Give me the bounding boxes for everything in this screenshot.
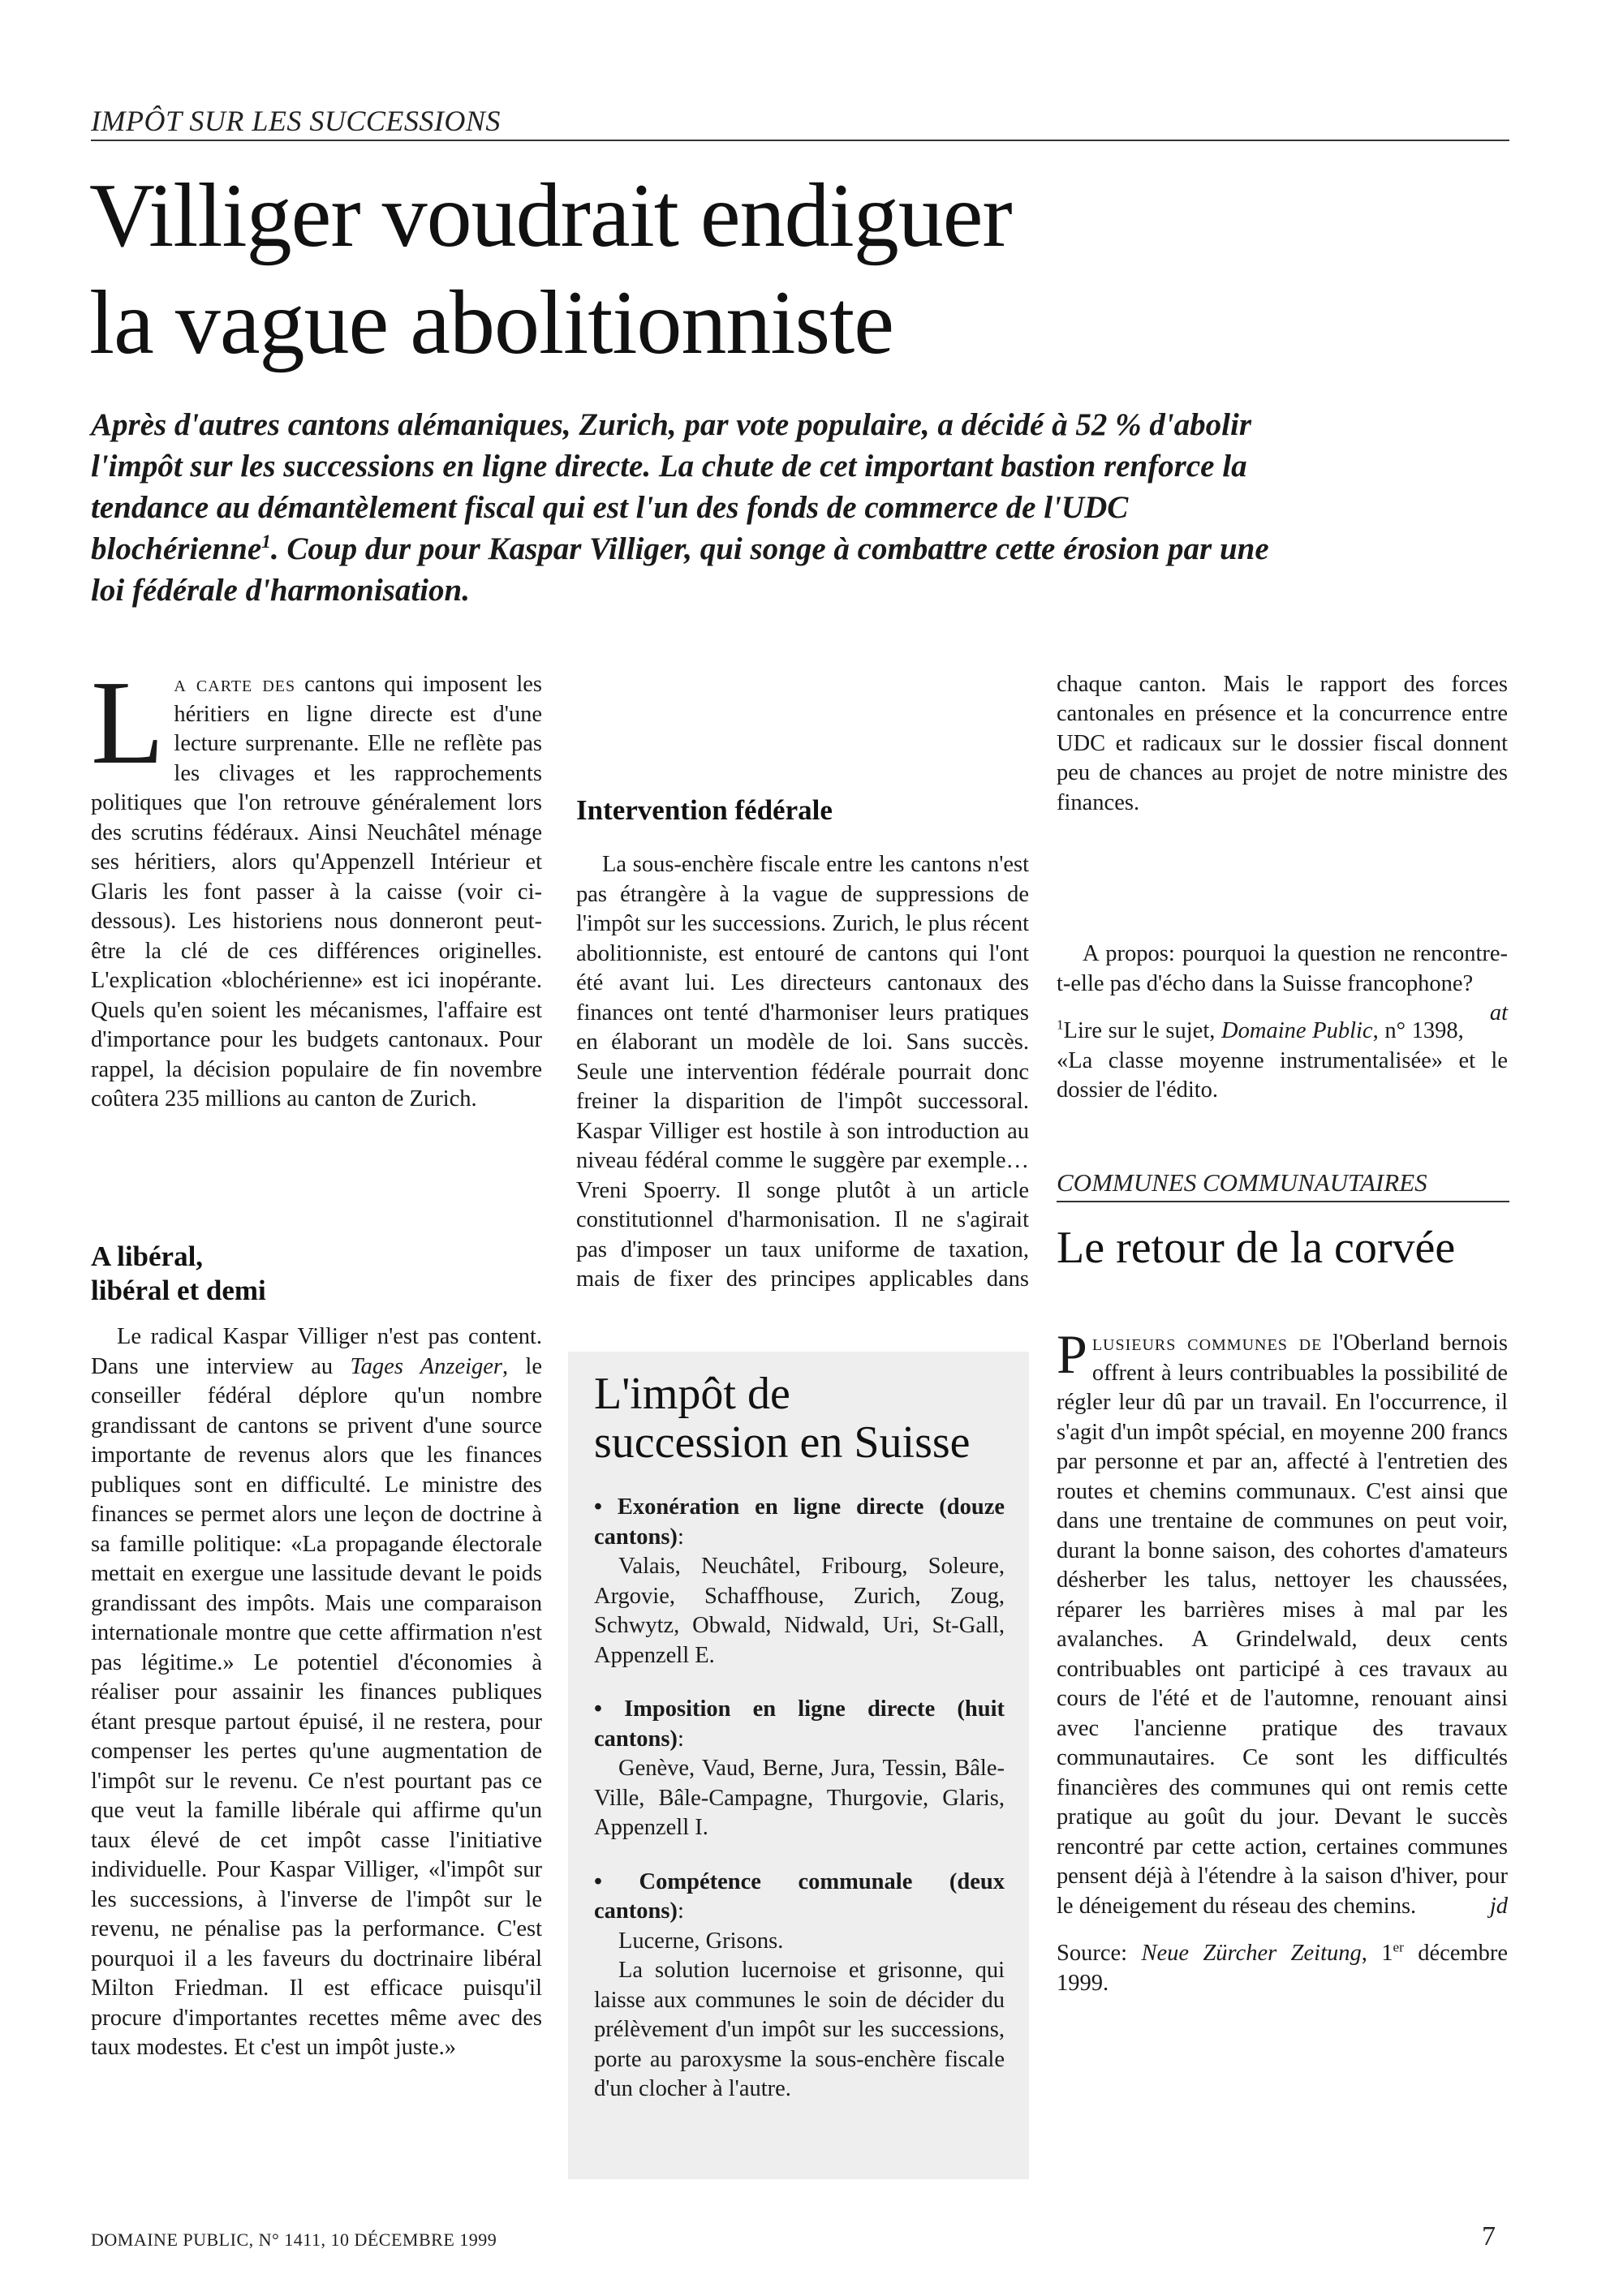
page-number: 7	[1482, 2221, 1496, 2251]
info-box-label-imposition: • Imposition en ligne directe (huit cantons)	[594, 1696, 1005, 1752]
article-intro-text: cantons qui imposent les héritiers en ligne directe est d'une lecture surprenante. Elle ne reflète pas les clivages et les rapprochements politiques que l'on retrouve généralement lors des scrutins fédéraux. Ainsi Neuchâtel ménage ses héritiers, alors qu'Appenzell Intérieur et Glaris les font passer à la caisse (voir ci-dessous). Les historiens nous donneront peut-être la clé de ces différences originelles. L'explication «blochérienne» est ici inopérante. Quels qu'en soient les mécanismes, l'affaire est d'importance pour les budgets cantonaux. Pour rappel, la décision populaire de fin novembre coûtera 235 millions au canton de Zurich.	[91, 672, 542, 1111]
info-box-colon: :	[677, 1898, 684, 1924]
article-p3-part1	[576, 850, 1029, 1295]
sidebar-kicker: COMMUNES COMMUNAUTAIRES	[1057, 1168, 1427, 1197]
sidebar-signature: jd	[1489, 1893, 1508, 1919]
sidebar-source	[1057, 1939, 1508, 1998]
chapeau-footnote-mark: 1	[261, 531, 271, 553]
article-p3-continued: chaque canton. Mais le rapport des forces cantonales en présence et la concurrence entre UDC et radicaux sur le dossier fiscal donnent peu de chances au projet de notre ministre des finances.	[1057, 671, 1508, 815]
sidebar-lead-smallcaps: lusieurs communes de	[1091, 1331, 1323, 1356]
article-p4-text: A propos: pourquoi la question ne rencontre-t-elle pas d'écho dans la Suisse francophone?	[1057, 941, 1508, 996]
sidebar-kicker-rule	[1057, 1201, 1509, 1202]
source-text-c: décembre 1999.	[1057, 1941, 1509, 1996]
sidebar-body	[1057, 1323, 1509, 1998]
chapeau-tail: . Coup dur pour Kaspar Villiger, qui songe à combattre cette érosion par une loi fédérale d'harmonisation.	[91, 531, 1269, 608]
info-box-colon: :	[677, 1524, 684, 1550]
article-col3-tail	[1057, 939, 1508, 1106]
footnote-em: Domaine Public	[1221, 1018, 1373, 1043]
info-box-closing: La solution lucernoise et grisonne, qui laisse aux communes le soin de décider du prélèvement d'un impôt sur les successions, porte au paroxysme la sous-enchère fiscale d'un clocher à l'autre.	[594, 1958, 1005, 2101]
footnote-mark: 1	[1057, 1017, 1064, 1033]
info-box-colon: :	[677, 1726, 684, 1752]
article-lead-smallcaps: a carte des	[174, 672, 296, 697]
article-p3-part2-frame	[1057, 670, 1508, 943]
info-box-title-line-2: succession en Suisse	[594, 1417, 971, 1468]
info-box-section	[594, 1695, 1005, 1843]
article-p4	[1057, 939, 1508, 1025]
dropcap-p: P	[1057, 1323, 1087, 1385]
headline-line-1: Villiger voudrait endiguer	[89, 166, 1012, 266]
article-p2-em: Tages Anzeiger	[350, 1353, 503, 1379]
info-box-title-line-1: L'impôt de	[594, 1369, 790, 1419]
kicker-rule	[91, 140, 1509, 141]
chapeau	[91, 404, 1276, 611]
article-p2-part2-frame	[576, 670, 1029, 759]
info-box-list-imposition: Genève, Vaud, Berne, Jura, Tessin, Bâle-Ville, Bâle-Campagne, Thurgovie, Glaris, Appenzell I.	[594, 1756, 1005, 1840]
info-box-section	[594, 1868, 1005, 2105]
info-box-label-communale: • Compétence communale (deux cantons)	[594, 1868, 1005, 1924]
article-p2-text-a: Le radical Kaspar Villiger n'est pas content. Dans une interview au	[91, 1324, 542, 1379]
article-p2-part1	[91, 1322, 542, 2063]
article-intro	[91, 656, 542, 1115]
sidebar-paragraph	[1057, 1323, 1508, 1921]
subhead-liberal	[91, 1240, 542, 1308]
info-box-label-exoneration: • Exonération en ligne directe (douze cantons)	[594, 1494, 1005, 1550]
headline-line-2: la vague abolitionniste	[89, 273, 893, 373]
subhead-intervention: Intervention fédérale	[576, 794, 833, 826]
article-p2	[91, 1322, 542, 2063]
info-box-list-exoneration: Valais, Neuchâtel, Fribourg, Soleure, Argovie, Schaffhouse, Zurich, Zoug, Schwytz, Obwald, Nidwald, Uri, St-Gall, Appenzell E.	[594, 1554, 1005, 1668]
article-footnote	[1057, 1017, 1508, 1106]
source-text-b: , 1	[1361, 1941, 1393, 1966]
sidebar-title: Le retour de la corvée	[1057, 1223, 1456, 1273]
article-p3-part2	[1057, 670, 1508, 818]
article-column-1	[91, 656, 542, 1115]
footnote-text-b: , n° 1398, «La classe moyenne instrumentalisée» et le dossier de l'édito.	[1057, 1018, 1508, 1103]
source-em: Neue Zürcher Zeitung	[1141, 1941, 1362, 1966]
footer-issue: DOMAINE PUBLIC, N° 1411, 10 DÉCEMBRE 1999	[91, 2229, 497, 2250]
source-text-a: Source:	[1057, 1941, 1142, 1966]
footnote-text-a: Lire sur le sujet,	[1063, 1018, 1222, 1043]
info-box-title	[594, 1369, 1016, 1467]
subhead-liberal-line-1: A libéral,	[91, 1240, 204, 1272]
article-p2-part1-frame	[91, 1322, 542, 2166]
subhead-liberal-line-2: libéral et demi	[91, 1275, 266, 1306]
section-kicker: IMPÔT SUR LES SUCCESSIONS	[91, 105, 501, 137]
article-p2-text-b: , le conseiller fédéral déplore qu'un nombre grandissant de cantons se privent d'une source importante de revenus alors que les finances publiques sont en difficulté. Le ministre des finances se permet alors une leçon de doctrine à sa famille politique: «La propagande électorale mettait en exergue une lassitude devant le poids grandissant des impôts. Mais une comparaison internationale montre que cette affirmation n'est pas légitime.» Le potentiel d'économies à réaliser pour assainir les finances publiques étant presque partout épuisé, il ne restera, pour compenser les pertes qu'une augmentation de l'impôt sur le revenu. Ce n'est pourtant pas ce que veut la famille libérale qui affirme qu'un taux élevé de cet impôt casse l'initiative individuelle. Pour Kaspar Villiger, «l'impôt sur les successions, à l'inverse de l'impôt sur le revenu, ne pénalise pas la performance. C'est pourquoi il a les faveurs du doctrinaire libéral Milton Friedman. Il est efficace puisqu'il procure d'importantes recettes même avec des taux modestes. Et c'est un impôt juste.»	[91, 1353, 542, 2060]
chapeau-text: Après d'autres cantons alémaniques, Zurich, par vote populaire, a décidé à 52 % d'abolir l'impôt sur les successions en ligne directe. La chute de cet important bastion renforce la tendance au démantèlement fiscal qui est l'un des fonds de commerce de l'UDC blochérienne	[91, 407, 1252, 566]
sidebar-body-text: l'Oberland bernois offrent à leurs contribuables la possibilité de régler leur dû par un travail. En l'occurrence, il s'agit d'un impôt spécial, en moyenne 200 francs par personne et par an, affecté à l'entretien des routes et chemins communaux. C'est ainsi que dans une trentaine de communes on peut voir, durant la bonne saison, des cohortes d'amateurs désherber les talus, nettoyer les chaussées, réparer les barrières mises à mal par les avalanches. A Grindelwald, deux cents contribuables ont participé à ces travaux au cours de l'été et de l'automne, renouant ainsi avec l'ancienne pratique des travaux communautaires. Ce sont les difficultés financières des communes qui ont remis cette pratique au goût du jour. Devant le succès rencontré par cette action, certaines communes pensent déjà à l'étendre à la saison d'hiver, pour le déneigement du réseau des chemins.	[1057, 1331, 1508, 1919]
headline	[89, 162, 1307, 376]
source-sup: er	[1393, 1939, 1404, 1955]
info-box-body	[594, 1493, 1005, 2105]
article-signature: at	[1489, 1000, 1508, 1025]
info-box-section	[594, 1493, 1005, 1670]
article-p3-part1-frame	[576, 850, 1029, 1295]
article-p3: La sous-enchère fiscale entre les cantons n'est pas étrangère à la vague de suppressions de l'impôt sur les successions. Zurich, le plus récent abolitionniste, est entouré de cantons qui l'ont été avant lui. Les directeurs cantonaux des finances ont tenté d'harmoniser leurs pratiques en élaborant un modèle de loi. Sans succès. Seule une intervention fédérale pourrait donc freiner la disparition de l'impôt successoral. Kaspar Villiger est hostile à son introduction au niveau fédéral comme le suggère par exemple…Vreni Spoerry. Il songe plutôt à un article constitutionnel d'harmonisation. Il ne s'agirait pas d'imposer un taux uniforme de taxation, mais de fixer des principes applicables dans	[576, 852, 1029, 1292]
dropcap-l: L	[91, 656, 165, 789]
info-box-list-communale: Lucerne, Grisons.	[618, 1928, 784, 1954]
